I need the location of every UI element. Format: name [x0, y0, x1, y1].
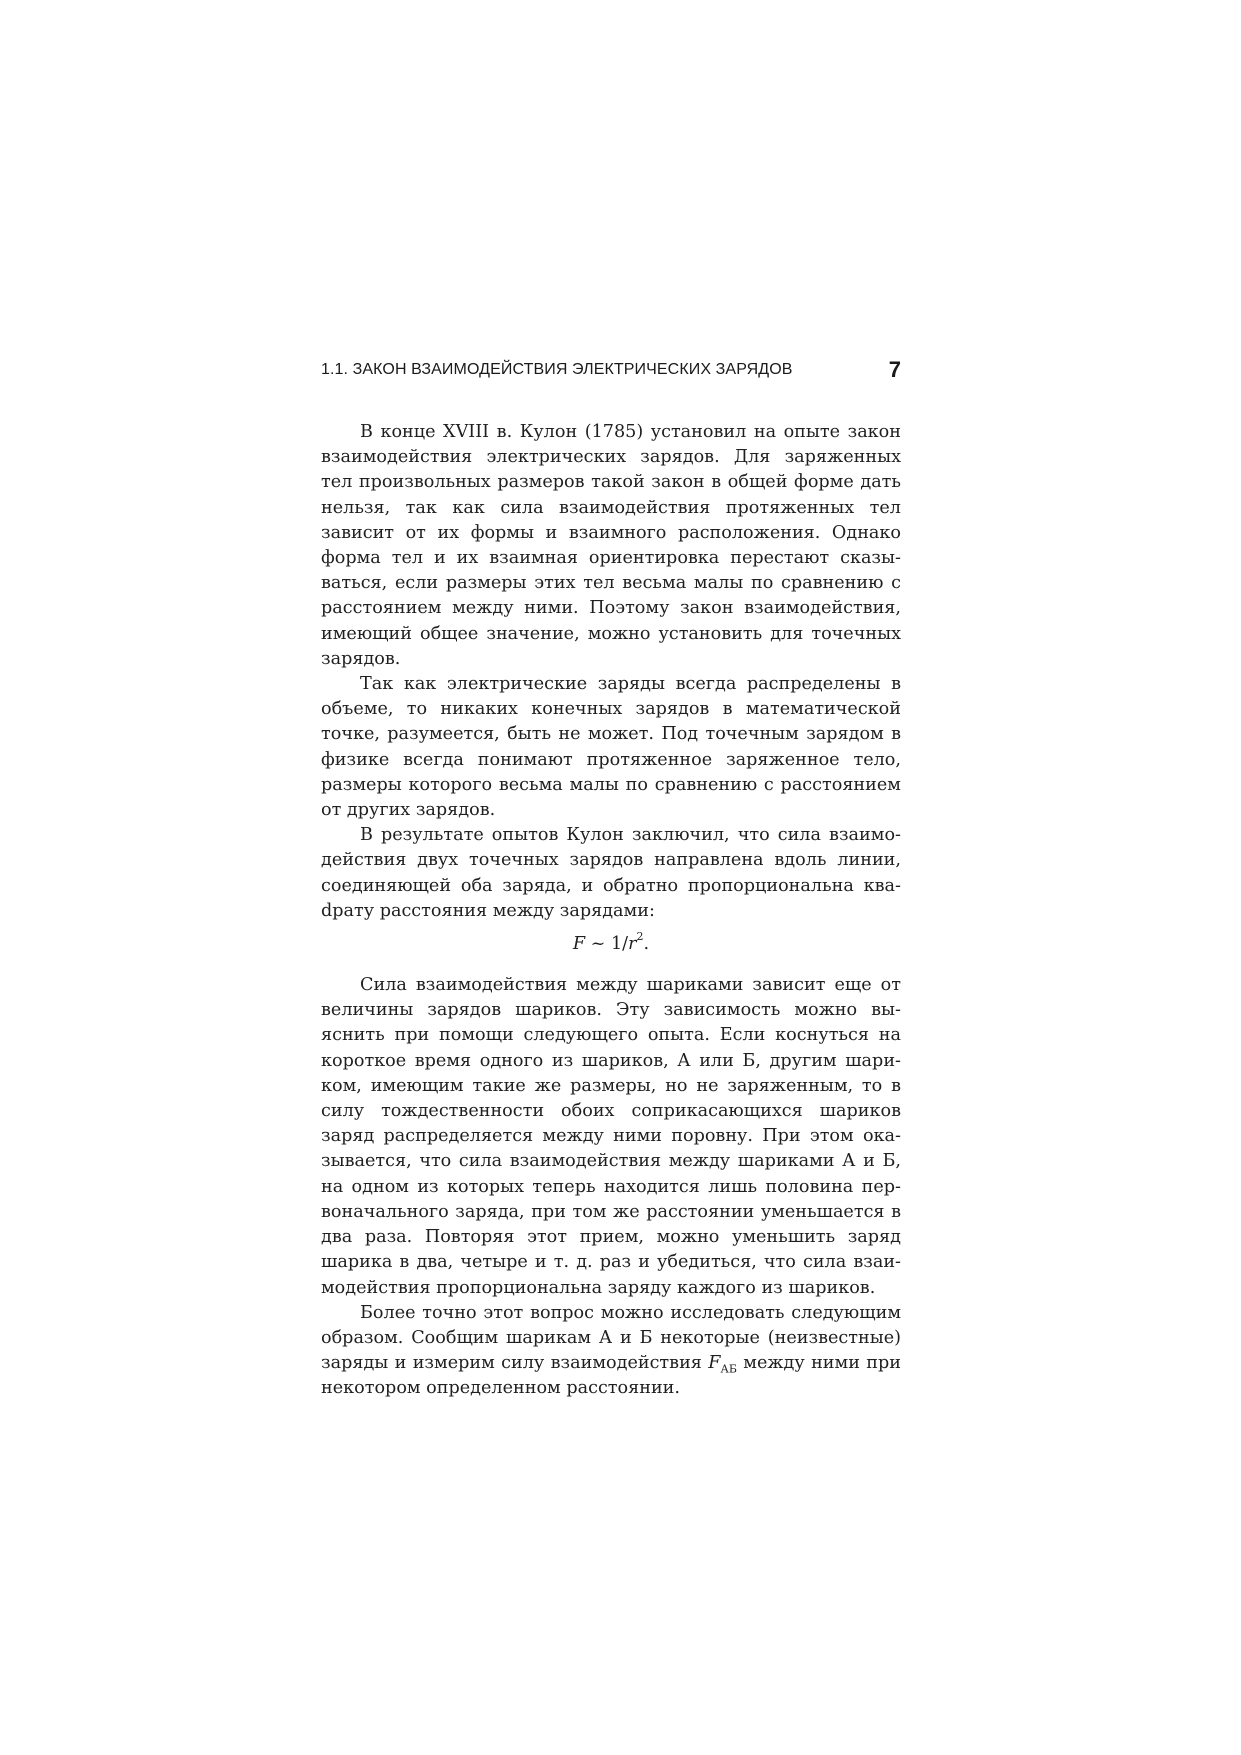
- formula-period: .: [643, 934, 650, 955]
- paragraph: Сила взаимодействия между шариками зависит еще от величины зарядов шариков. Эту зависимость можно выяснить при помощи следующего опыта. Если коснуться на короткое время одного из шариков, А или Б, другим шариком, имеющим такие же размеры, но не заряженным, то в силу тождественности обоих соприкасающихся шариков заряд распределяется между ними поровну. При этом оказывается, что сила взаимодействия между шариками А и Б, на одном из которых теперь находится лишь половина первоначального заряда, при том же расстоянии уменьшается в два раза. Повторяя этот прием, можно уменьшить заряд шарика в два, четыре и т. д. раз и убедиться, что сила взаимодействия пропорциональна заряду каждого из шариков.: [321, 975, 901, 1298]
- formula-force: F: [572, 934, 586, 955]
- force-subscript: АБ: [720, 1362, 737, 1376]
- body-text: [321, 420, 901, 1402]
- last-line: между ними при некотором определенном расстоянии.: [321, 1353, 902, 1399]
- force-symbol: F: [708, 1353, 721, 1374]
- running-head: [321, 357, 901, 387]
- page-number: 7: [888, 357, 901, 382]
- paragraph-with-symbol: [321, 1301, 901, 1402]
- formula-distance: r: [628, 934, 637, 955]
- section-title: 1.1. ЗАКОН ВЗАИМОДЕЙСТВИЯ ЭЛЕКТРИЧЕСКИХ ЗАРЯДОВ: [321, 361, 793, 378]
- formula-exponent: 2: [636, 930, 644, 944]
- paragraph: В конце XVIII в. Кулон (1785) установил на опыте закон взаимодействия электрических зарядов. Для заряженных тел произвольных размеров такой закон в общей форме дать нельзя, так как сила взаимодействия протяженных тел зависит от их формы и взаимного расположения. Однако форма тел и их взаимная ориентировка перестают сказываться, если размеры этих тел весьма малы по сравнению с расстоянием между ними. Поэтому закон взаимодействия, имеющий общее значение, можно установить для точечных зарядов.: [321, 422, 901, 669]
- formula-relation: ~ 1/: [585, 934, 629, 955]
- paragraph: В результате опытов Кулон заключил, что сила взаимодействия двух точечных зарядов направлена вдоль линии, соединяющей оба заряда, и обратно пропорциональна кваdрату расстояния между зарядами:: [321, 825, 901, 921]
- paragraph: Так как электрические заряды всегда распределены в объеме, то никаких конечных зарядов в математической точке, разумеется, быть не может. Под точечным зарядом в физике всегда понимают протяженное заряженное тело, размеры которого весьма малы по сравнению с расстоянием от других зарядов.: [321, 674, 901, 821]
- coulomb-formula: [321, 932, 901, 957]
- paragraph-text: Более точно этот вопрос можно исследовать следующим образом. Сообщим шарикам А и Б некоторые (неизвестные) заряды и измерим силу взаимодействия: [321, 1302, 901, 1374]
